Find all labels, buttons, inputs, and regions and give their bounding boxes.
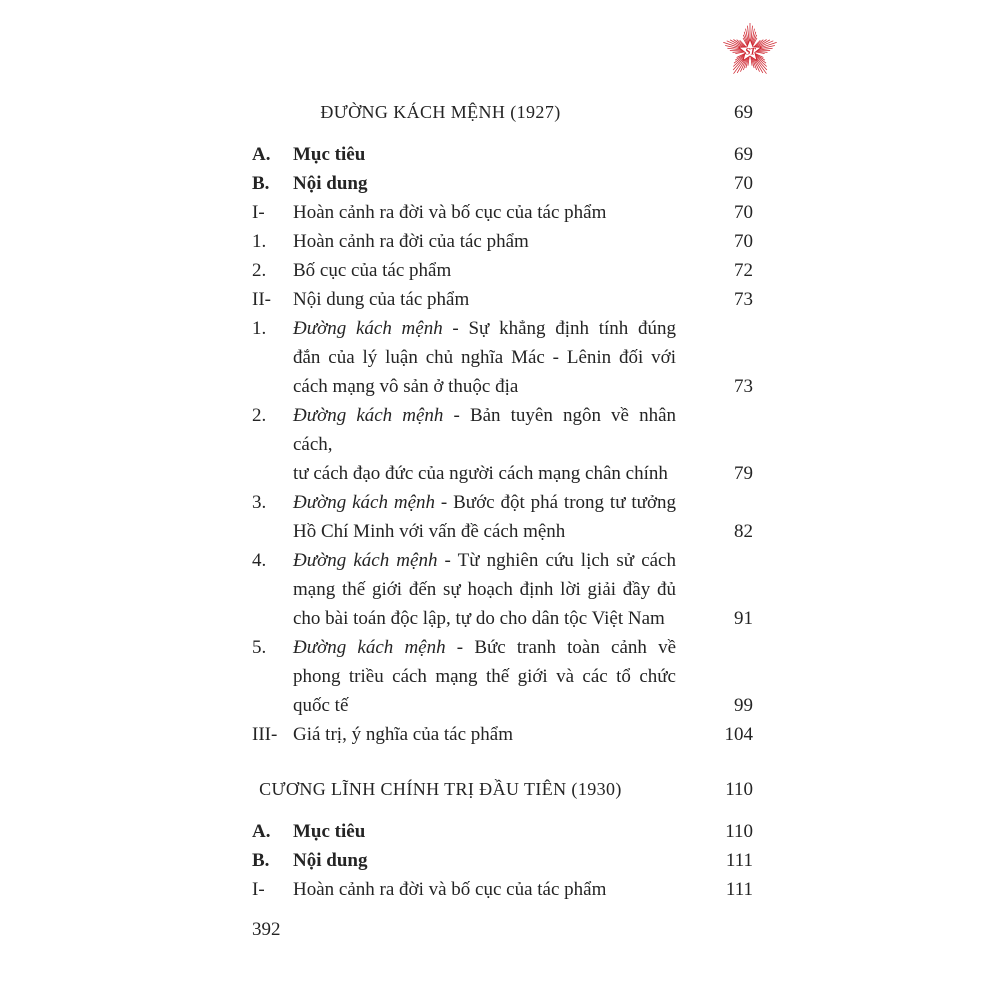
- entry-text: [293, 285, 676, 314]
- entry-label: I-: [252, 879, 265, 900]
- toc-entry-row: [252, 401, 753, 488]
- toc-entry-row: [252, 546, 753, 633]
- toc-entry-row: [252, 169, 753, 198]
- entry-page-number: 79: [734, 463, 753, 484]
- entry-line: [293, 343, 676, 372]
- entry-text: [293, 720, 676, 749]
- entry-title-italic: Đường kách mệnh: [293, 492, 436, 513]
- entry-line-text: Mục tiêu: [293, 144, 366, 165]
- entry-page-number: 111: [725, 879, 753, 900]
- entry-page-number: 104: [724, 724, 753, 745]
- entry-text: [293, 198, 676, 227]
- entry-text: [293, 227, 676, 256]
- entry-line-text: - Bản tuyên ngôn về nhân cách,: [293, 405, 676, 455]
- entry-line: [293, 691, 676, 720]
- entry-page-number: 70: [734, 202, 753, 223]
- entry-line: [293, 875, 676, 904]
- entry-line-text: đắn của lý luận chủ nghĩa Mác - Lênin đối với: [293, 347, 676, 368]
- toc-section: [252, 98, 753, 749]
- entry-line: [293, 817, 676, 846]
- entry-line: [293, 662, 676, 691]
- entry-line-text: Hoàn cảnh ra đời và bố cục của tác phẩm: [293, 202, 607, 223]
- entry-label: II-: [252, 289, 271, 310]
- entry-label: 1.: [252, 318, 267, 339]
- entry-text: [293, 140, 676, 169]
- entry-line-text: - Từ nghiên cứu lịch sử cách: [437, 550, 676, 571]
- entry-line-text: tư cách đạo đức của người cách mạng chân chính: [293, 463, 668, 484]
- entry-label: 4.: [252, 550, 267, 571]
- entry-line-text: Nội dung: [293, 173, 368, 194]
- entry-text: [293, 633, 676, 720]
- toc-entry-row: [252, 140, 753, 169]
- toc-entry-row: [252, 285, 753, 314]
- entry-line-text: - Bức tranh toàn cảnh về: [445, 637, 677, 658]
- entry-line: [293, 546, 676, 575]
- entry-page-number: 69: [734, 144, 753, 165]
- entry-label: A.: [252, 821, 271, 842]
- entry-title-italic: Đường kách mệnh: [293, 318, 443, 339]
- entry-label: 2.: [252, 405, 267, 426]
- publisher-star-logo: [716, 17, 784, 85]
- entry-line: [293, 846, 676, 875]
- entry-line: [293, 256, 676, 285]
- entry-line-text: - Sự khẳng định tính đúng: [442, 318, 677, 339]
- entry-line: [293, 401, 676, 459]
- toc-entry-row: [252, 314, 753, 401]
- entry-label: B.: [252, 850, 270, 871]
- table-of-contents: [252, 98, 753, 904]
- section-page-number: 69: [734, 102, 753, 123]
- entry-line: [293, 314, 676, 343]
- entry-label: I-: [252, 202, 265, 223]
- toc-entry-row: [252, 633, 753, 720]
- toc-entry-row: [252, 875, 753, 904]
- toc-entry-row: [252, 256, 753, 285]
- entry-page-number: 111: [725, 850, 753, 871]
- entry-text: [293, 817, 676, 846]
- entry-line-text: Hoàn cảnh ra đời của tác phẩm: [293, 231, 529, 252]
- entry-label: 3.: [252, 492, 267, 513]
- entry-text: [293, 401, 676, 488]
- entry-label: 2.: [252, 260, 267, 281]
- entry-line-text: - Bước đột phá trong tư tưởng: [435, 492, 676, 513]
- entry-line: [293, 372, 676, 401]
- section-title: ĐƯỜNG KÁCH MỆNH (1927): [320, 102, 561, 122]
- entry-line-text: Giá trị, ý nghĩa của tác phẩm: [293, 724, 514, 745]
- entry-line: [293, 517, 676, 546]
- entry-line: [293, 604, 676, 633]
- section-title-row: [252, 98, 753, 127]
- entry-line-text: Mục tiêu: [293, 821, 366, 842]
- entry-title-italic: Đường kách mệnh: [293, 637, 446, 658]
- entry-page-number: 99: [734, 695, 753, 716]
- entry-line-text: Nội dung của tác phẩm: [293, 289, 470, 310]
- entry-text: [293, 256, 676, 285]
- toc-entry-row: [252, 720, 753, 749]
- toc-section: [252, 775, 753, 904]
- entry-line-text: phong triều cách mạng thế giới và các tổ chức: [293, 666, 676, 687]
- section-title-row: [252, 775, 753, 804]
- toc-entry-row: [252, 846, 753, 875]
- entry-line: [293, 169, 676, 198]
- entry-title-italic: Đường kách mệnh: [293, 405, 444, 426]
- entry-label: B.: [252, 173, 270, 194]
- entry-line: [293, 198, 676, 227]
- section-page-number: 110: [725, 779, 753, 800]
- logo-monogram: ST: [745, 46, 755, 58]
- entry-line-text: quốc tế: [293, 695, 349, 716]
- section-title: CƯƠNG LĨNH CHÍNH TRỊ ĐẦU TIÊN (1930): [259, 779, 622, 799]
- toc-entry-row: [252, 198, 753, 227]
- entry-line-text: mạng thế giới đến sự hoạch định lời giải đầy đủ: [293, 579, 676, 600]
- entry-text: [293, 875, 676, 904]
- entry-text: [293, 846, 676, 875]
- entry-line: [293, 459, 676, 488]
- entry-line: [293, 227, 676, 256]
- entry-page-number: 73: [734, 289, 753, 310]
- entry-label: 5.: [252, 637, 267, 658]
- footer-page-number: 392: [252, 919, 281, 940]
- entry-line-text: Hoàn cảnh ra đời và bố cục của tác phẩm: [293, 879, 607, 900]
- entry-label: 1.: [252, 231, 267, 252]
- entry-line-text: Nội dung: [293, 850, 368, 871]
- entry-line: [293, 720, 676, 749]
- toc-entry-row: [252, 227, 753, 256]
- entry-line: [293, 285, 676, 314]
- entry-page-number: 110: [725, 821, 753, 842]
- entry-line: [293, 488, 676, 517]
- entry-text: [293, 488, 676, 546]
- entry-line: [293, 633, 676, 662]
- entry-line-text: cho bài toán độc lập, tự do cho dân tộc Việt Nam: [293, 608, 665, 629]
- toc-entry-row: [252, 817, 753, 846]
- entry-label: III-: [252, 724, 278, 745]
- entry-label: A.: [252, 144, 271, 165]
- entry-line-text: cách mạng vô sản ở thuộc địa: [293, 376, 519, 397]
- entry-line-text: Bố cục của tác phẩm: [293, 260, 452, 281]
- entry-line: [293, 575, 676, 604]
- entry-line: [293, 140, 676, 169]
- entry-page-number: 70: [734, 173, 753, 194]
- entry-title-italic: Đường kách mệnh: [293, 550, 438, 571]
- entry-page-number: 73: [734, 376, 753, 397]
- entry-page-number: 91: [734, 608, 753, 629]
- entry-page-number: 72: [734, 260, 753, 281]
- star-emblem-icon: [716, 17, 784, 85]
- entry-text: [293, 169, 676, 198]
- toc-entry-row: [252, 488, 753, 546]
- entry-text: [293, 546, 676, 633]
- entry-line-text: Hồ Chí Minh với vấn đề cách mệnh: [293, 521, 566, 542]
- entry-text: [293, 314, 676, 401]
- entry-page-number: 82: [734, 521, 753, 542]
- entry-page-number: 70: [734, 231, 753, 252]
